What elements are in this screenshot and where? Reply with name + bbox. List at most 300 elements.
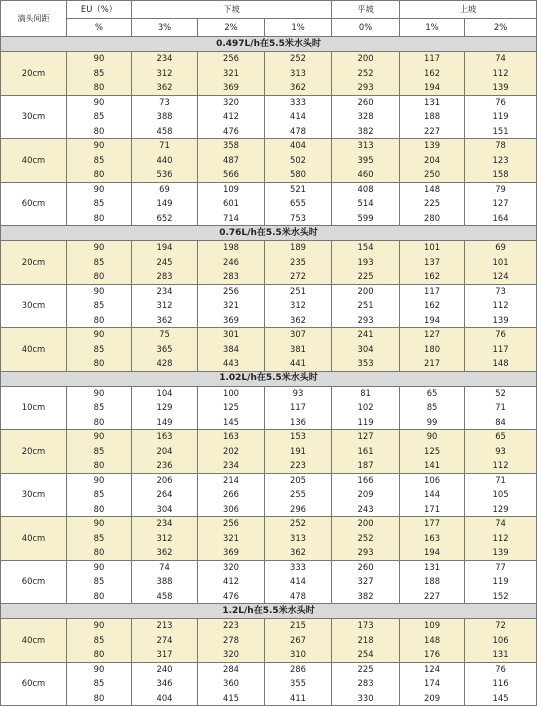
spacing-value-cell: 358 bbox=[198, 139, 265, 154]
table-row bbox=[1, 182, 537, 197]
spacing-value-cell: 119 bbox=[332, 415, 400, 430]
downhill-header: 下坡 bbox=[132, 1, 332, 19]
spacing-value-cell: 90 bbox=[400, 430, 465, 445]
spacing-value-cell: 124 bbox=[465, 270, 537, 285]
flow-section bbox=[1, 371, 537, 386]
table-row bbox=[1, 401, 537, 416]
spacing-value-cell: 280 bbox=[400, 211, 465, 226]
spacing-value-cell: 251 bbox=[265, 284, 332, 299]
spacing-label: 60cm bbox=[1, 560, 67, 604]
spacing-value-cell: 388 bbox=[132, 575, 198, 590]
spacing-value-cell: 93 bbox=[265, 386, 332, 401]
spacing-value-cell: 213 bbox=[132, 619, 198, 634]
spacing-value-cell: 75 bbox=[132, 328, 198, 343]
spacing-value-cell: 148 bbox=[400, 182, 465, 197]
slope-header: 3% bbox=[132, 19, 198, 37]
spacing-group bbox=[1, 517, 537, 561]
spacing-value-cell: 333 bbox=[265, 95, 332, 110]
spacing-value-cell: 204 bbox=[132, 444, 198, 459]
spacing-value-cell: 753 bbox=[265, 211, 332, 226]
table-row bbox=[1, 197, 537, 212]
spacing-value-cell: 125 bbox=[198, 401, 265, 416]
spacing-value-cell: 327 bbox=[332, 575, 400, 590]
eu-value: 80 bbox=[67, 415, 132, 430]
spacing-group bbox=[1, 182, 537, 226]
spacing-value-cell: 81 bbox=[332, 386, 400, 401]
spacing-value-cell: 236 bbox=[132, 459, 198, 474]
spacing-value-cell: 388 bbox=[132, 110, 198, 125]
eu-value: 80 bbox=[67, 270, 132, 285]
spacing-value-cell: 234 bbox=[198, 459, 265, 474]
spacing-group bbox=[1, 662, 537, 706]
spacing-label: 30cm bbox=[1, 95, 67, 139]
eu-value: 85 bbox=[67, 255, 132, 270]
spacing-value-cell: 251 bbox=[332, 299, 400, 314]
eu-value: 80 bbox=[67, 211, 132, 226]
spacing-value-cell: 69 bbox=[465, 241, 537, 256]
spacing-value-cell: 313 bbox=[265, 531, 332, 546]
spacing-value-cell: 476 bbox=[198, 124, 265, 139]
spacing-value-cell: 194 bbox=[400, 313, 465, 328]
spacing-value-cell: 117 bbox=[400, 52, 465, 67]
spacing-value-cell: 76 bbox=[465, 662, 537, 677]
spacing-value-cell: 214 bbox=[198, 473, 265, 488]
spacing-value-cell: 286 bbox=[265, 662, 332, 677]
spacing-value-cell: 119 bbox=[465, 110, 537, 125]
spacing-value-cell: 382 bbox=[332, 589, 400, 604]
spacing-value-cell: 105 bbox=[465, 488, 537, 503]
spacing-value-cell: 194 bbox=[132, 241, 198, 256]
spacing-value-cell: 204 bbox=[400, 153, 465, 168]
spacing-value-cell: 404 bbox=[132, 691, 198, 706]
spacing-value-cell: 255 bbox=[265, 488, 332, 503]
spacing-value-cell: 112 bbox=[465, 299, 537, 314]
spacing-value-cell: 313 bbox=[332, 139, 400, 154]
spacing-value-cell: 131 bbox=[400, 95, 465, 110]
eu-value: 90 bbox=[67, 241, 132, 256]
spacing-value-cell: 171 bbox=[400, 502, 465, 517]
eu-value: 85 bbox=[67, 66, 132, 81]
spacing-value-cell: 362 bbox=[132, 313, 198, 328]
spacing-value-cell: 202 bbox=[198, 444, 265, 459]
spacing-value-cell: 163 bbox=[400, 531, 465, 546]
spacing-group bbox=[1, 473, 537, 517]
spacing-value-cell: 234 bbox=[132, 284, 198, 299]
spacing-value-cell: 188 bbox=[400, 575, 465, 590]
spacing-value-cell: 301 bbox=[198, 328, 265, 343]
slope-header: 2% bbox=[198, 19, 265, 37]
section-title: 1.02L/h在5.5米水头时 bbox=[1, 371, 537, 386]
spacing-value-cell: 312 bbox=[265, 299, 332, 314]
spacing-value-cell: 478 bbox=[265, 124, 332, 139]
spacing-label: 40cm bbox=[1, 139, 67, 183]
spacing-value-cell: 234 bbox=[132, 517, 198, 532]
spacing-value-cell: 241 bbox=[332, 328, 400, 343]
spacing-value-cell: 411 bbox=[265, 691, 332, 706]
spacing-value-cell: 521 bbox=[265, 182, 332, 197]
spacing-value-cell: 252 bbox=[332, 531, 400, 546]
spacing-value-cell: 254 bbox=[332, 648, 400, 663]
spacing-value-cell: 187 bbox=[332, 459, 400, 474]
spacing-value-cell: 243 bbox=[332, 502, 400, 517]
spacing-value-cell: 225 bbox=[400, 197, 465, 212]
spacing-value-cell: 365 bbox=[132, 342, 198, 357]
spacing-value-cell: 223 bbox=[265, 459, 332, 474]
eu-unit-header: % bbox=[67, 19, 132, 37]
spacing-value-cell: 151 bbox=[465, 124, 537, 139]
spacing-value-cell: 274 bbox=[132, 633, 198, 648]
eu-value: 90 bbox=[67, 139, 132, 154]
spacing-value-cell: 458 bbox=[132, 124, 198, 139]
eu-value: 90 bbox=[67, 284, 132, 299]
spacing-value-cell: 205 bbox=[265, 473, 332, 488]
spacing-value-cell: 112 bbox=[465, 531, 537, 546]
spacing-value-cell: 139 bbox=[400, 139, 465, 154]
spacing-value-cell: 252 bbox=[265, 52, 332, 67]
table-row bbox=[1, 66, 537, 81]
spacing-value-cell: 137 bbox=[400, 255, 465, 270]
spacing-value-cell: 264 bbox=[132, 488, 198, 503]
slope-header: 1% bbox=[265, 19, 332, 37]
spacing-group bbox=[1, 95, 537, 139]
spacing-value-cell: 333 bbox=[265, 560, 332, 575]
spacing-value-cell: 412 bbox=[198, 110, 265, 125]
eu-value: 80 bbox=[67, 124, 132, 139]
spacing-value-cell: 440 bbox=[132, 153, 198, 168]
spacing-value-cell: 174 bbox=[400, 677, 465, 692]
spacing-group bbox=[1, 284, 537, 328]
table-row bbox=[1, 52, 537, 67]
flat-header: 平坡 bbox=[332, 1, 400, 19]
spacing-label: 20cm bbox=[1, 52, 67, 96]
spacing-value-cell: 127 bbox=[400, 328, 465, 343]
spacing-value-cell: 313 bbox=[265, 66, 332, 81]
spacing-value-cell: 177 bbox=[400, 517, 465, 532]
spacing-value-cell: 235 bbox=[265, 255, 332, 270]
spacing-value-cell: 71 bbox=[132, 139, 198, 154]
spacing-value-cell: 415 bbox=[198, 691, 265, 706]
spacing-value-cell: 346 bbox=[132, 677, 198, 692]
eu-value: 85 bbox=[67, 444, 132, 459]
table-row bbox=[1, 560, 537, 575]
spacing-value-cell: 296 bbox=[265, 502, 332, 517]
spacing-value-cell: 129 bbox=[465, 502, 537, 517]
spacing-value-cell: 139 bbox=[465, 546, 537, 561]
spacing-value-cell: 283 bbox=[198, 270, 265, 285]
eu-value: 85 bbox=[67, 401, 132, 416]
spacing-value-cell: 200 bbox=[332, 52, 400, 67]
table-row bbox=[1, 81, 537, 96]
flow-section bbox=[1, 37, 537, 52]
table-row bbox=[1, 110, 537, 125]
spacing-value-cell: 125 bbox=[400, 444, 465, 459]
spacing-value-cell: 601 bbox=[198, 197, 265, 212]
spacing-value-cell: 227 bbox=[400, 589, 465, 604]
spacing-value-cell: 194 bbox=[400, 81, 465, 96]
table-row bbox=[1, 546, 537, 561]
spacing-value-cell: 293 bbox=[332, 81, 400, 96]
eu-value: 90 bbox=[67, 386, 132, 401]
eu-value: 80 bbox=[67, 313, 132, 328]
table-row bbox=[1, 430, 537, 445]
spacing-value-cell: 307 bbox=[265, 328, 332, 343]
spacing-value-cell: 209 bbox=[400, 691, 465, 706]
spacing-group bbox=[1, 139, 537, 183]
spacing-value-cell: 154 bbox=[332, 241, 400, 256]
spacing-value-cell: 76 bbox=[465, 328, 537, 343]
spacing-value-cell: 283 bbox=[332, 677, 400, 692]
spacing-value-cell: 73 bbox=[465, 284, 537, 299]
spacing-value-cell: 161 bbox=[332, 444, 400, 459]
spacing-value-cell: 355 bbox=[265, 677, 332, 692]
spacing-value-cell: 144 bbox=[400, 488, 465, 503]
spacing-value-cell: 330 bbox=[332, 691, 400, 706]
spacing-value-cell: 162 bbox=[400, 66, 465, 81]
spacing-value-cell: 362 bbox=[265, 546, 332, 561]
eu-value: 85 bbox=[67, 110, 132, 125]
spacing-value-cell: 136 bbox=[265, 415, 332, 430]
spacing-value-cell: 106 bbox=[465, 633, 537, 648]
table-row bbox=[1, 241, 537, 256]
spacing-value-cell: 69 bbox=[132, 182, 198, 197]
table-row bbox=[1, 284, 537, 299]
spacing-value-cell: 117 bbox=[400, 284, 465, 299]
spacing-value-cell: 74 bbox=[132, 560, 198, 575]
spacing-value-cell: 414 bbox=[265, 110, 332, 125]
eu-value: 80 bbox=[67, 648, 132, 663]
spacing-value-cell: 131 bbox=[465, 648, 537, 663]
spacing-value-cell: 127 bbox=[465, 197, 537, 212]
table-row bbox=[1, 415, 537, 430]
spacing-label: 40cm bbox=[1, 619, 67, 663]
table-row bbox=[1, 255, 537, 270]
spacing-value-cell: 145 bbox=[465, 691, 537, 706]
table-row bbox=[1, 139, 537, 154]
spacing-value-cell: 478 bbox=[265, 589, 332, 604]
table-row bbox=[1, 531, 537, 546]
eu-value: 85 bbox=[67, 531, 132, 546]
spacing-value-cell: 245 bbox=[132, 255, 198, 270]
spacing-value-cell: 117 bbox=[465, 342, 537, 357]
table-row bbox=[1, 473, 537, 488]
spacing-value-cell: 382 bbox=[332, 124, 400, 139]
spacing-value-cell: 652 bbox=[132, 211, 198, 226]
spacing-value-cell: 369 bbox=[198, 81, 265, 96]
eu-value: 90 bbox=[67, 95, 132, 110]
slope-header: 0% bbox=[332, 19, 400, 37]
spacing-value-cell: 158 bbox=[465, 168, 537, 183]
spacing-value-cell: 153 bbox=[265, 430, 332, 445]
spacing-value-cell: 162 bbox=[400, 299, 465, 314]
slope-header: 2% bbox=[465, 19, 537, 37]
spacing-label: 60cm bbox=[1, 662, 67, 706]
spacing-value-cell: 109 bbox=[198, 182, 265, 197]
spacing-value-cell: 227 bbox=[400, 124, 465, 139]
spacing-value-cell: 428 bbox=[132, 357, 198, 372]
table-row bbox=[1, 95, 537, 110]
table-row bbox=[1, 517, 537, 532]
spacing-value-cell: 304 bbox=[132, 502, 198, 517]
eu-value: 90 bbox=[67, 662, 132, 677]
spacing-value-cell: 312 bbox=[132, 531, 198, 546]
spacing-value-cell: 414 bbox=[265, 575, 332, 590]
table-row bbox=[1, 619, 537, 634]
spacing-value-cell: 99 bbox=[400, 415, 465, 430]
table-row bbox=[1, 691, 537, 706]
spacing-value-cell: 304 bbox=[332, 342, 400, 357]
spacing-label: 20cm bbox=[1, 430, 67, 474]
spacing-value-cell: 163 bbox=[132, 430, 198, 445]
spacing-value-cell: 458 bbox=[132, 589, 198, 604]
spacing-value-cell: 112 bbox=[465, 459, 537, 474]
spacing-value-cell: 360 bbox=[198, 677, 265, 692]
spacing-value-cell: 188 bbox=[400, 110, 465, 125]
spacing-label: 40cm bbox=[1, 328, 67, 372]
spacing-value-cell: 234 bbox=[132, 52, 198, 67]
spacing-value-cell: 384 bbox=[198, 342, 265, 357]
spacing-value-cell: 395 bbox=[332, 153, 400, 168]
table-row bbox=[1, 677, 537, 692]
spacing-value-cell: 321 bbox=[198, 531, 265, 546]
spacing-value-cell: 127 bbox=[332, 430, 400, 445]
spacing-value-cell: 148 bbox=[465, 357, 537, 372]
eu-value: 90 bbox=[67, 517, 132, 532]
spacing-value-cell: 84 bbox=[465, 415, 537, 430]
spacing-value-cell: 404 bbox=[265, 139, 332, 154]
eu-value: 85 bbox=[67, 633, 132, 648]
spacing-value-cell: 317 bbox=[132, 648, 198, 663]
eu-value: 80 bbox=[67, 81, 132, 96]
spacing-value-cell: 256 bbox=[198, 52, 265, 67]
spacing-label: 20cm bbox=[1, 241, 67, 285]
table-row bbox=[1, 648, 537, 663]
spacing-value-cell: 139 bbox=[465, 81, 537, 96]
table-row bbox=[1, 575, 537, 590]
spacing-value-cell: 206 bbox=[132, 473, 198, 488]
table-row bbox=[1, 168, 537, 183]
spacing-value-cell: 369 bbox=[198, 313, 265, 328]
spacing-value-cell: 408 bbox=[332, 182, 400, 197]
spacing-value-cell: 163 bbox=[198, 430, 265, 445]
table-row bbox=[1, 153, 537, 168]
eu-value: 80 bbox=[67, 357, 132, 372]
spacing-value-cell: 252 bbox=[265, 517, 332, 532]
spacing-value-cell: 256 bbox=[198, 284, 265, 299]
flow-section bbox=[1, 604, 537, 619]
spacing-value-cell: 362 bbox=[265, 81, 332, 96]
spacing-value-cell: 189 bbox=[265, 241, 332, 256]
table-row bbox=[1, 633, 537, 648]
spacing-value-cell: 267 bbox=[265, 633, 332, 648]
spacing-value-cell: 106 bbox=[400, 473, 465, 488]
spacing-value-cell: 65 bbox=[465, 430, 537, 445]
spacing-value-cell: 112 bbox=[465, 66, 537, 81]
spacing-value-cell: 312 bbox=[132, 299, 198, 314]
spacing-label: 30cm bbox=[1, 284, 67, 328]
spacing-value-cell: 362 bbox=[132, 81, 198, 96]
spacing-value-cell: 266 bbox=[198, 488, 265, 503]
spacing-value-cell: 166 bbox=[332, 473, 400, 488]
table-row bbox=[1, 357, 537, 372]
spacing-value-cell: 164 bbox=[465, 211, 537, 226]
spacing-value-cell: 119 bbox=[465, 575, 537, 590]
eu-value: 80 bbox=[67, 459, 132, 474]
spacing-value-cell: 293 bbox=[332, 313, 400, 328]
spacing-value-cell: 278 bbox=[198, 633, 265, 648]
table-row bbox=[1, 299, 537, 314]
spacing-value-cell: 566 bbox=[198, 168, 265, 183]
spacing-value-cell: 52 bbox=[465, 386, 537, 401]
spacing-group bbox=[1, 619, 537, 663]
spacing-value-cell: 320 bbox=[198, 560, 265, 575]
eu-value: 90 bbox=[67, 52, 132, 67]
spacing-value-cell: 240 bbox=[132, 662, 198, 677]
spacing-value-cell: 139 bbox=[465, 313, 537, 328]
spacing-value-cell: 100 bbox=[198, 386, 265, 401]
spacing-value-cell: 284 bbox=[198, 662, 265, 677]
eu-value: 85 bbox=[67, 488, 132, 503]
table-row bbox=[1, 270, 537, 285]
eu-value: 90 bbox=[67, 560, 132, 575]
table-row bbox=[1, 124, 537, 139]
spacing-value-cell: 310 bbox=[265, 648, 332, 663]
eu-value: 90 bbox=[67, 328, 132, 343]
spacing-header: 滴头间距 bbox=[1, 1, 67, 37]
spacing-value-cell: 74 bbox=[465, 517, 537, 532]
spacing-value-cell: 101 bbox=[465, 255, 537, 270]
spacing-label: 40cm bbox=[1, 517, 67, 561]
spacing-value-cell: 362 bbox=[132, 546, 198, 561]
flow-section bbox=[1, 226, 537, 241]
spacing-value-cell: 162 bbox=[400, 270, 465, 285]
table-row bbox=[1, 589, 537, 604]
spacing-value-cell: 109 bbox=[400, 619, 465, 634]
spacing-value-cell: 260 bbox=[332, 560, 400, 575]
slope-header: 1% bbox=[400, 19, 465, 37]
spacing-value-cell: 502 bbox=[265, 153, 332, 168]
spacing-value-cell: 71 bbox=[465, 473, 537, 488]
spacing-value-cell: 193 bbox=[332, 255, 400, 270]
spacing-value-cell: 124 bbox=[400, 662, 465, 677]
spacing-value-cell: 225 bbox=[332, 270, 400, 285]
spacing-value-cell: 312 bbox=[132, 66, 198, 81]
section-title: 0.497L/h在5.5米水头时 bbox=[1, 37, 537, 52]
spacing-value-cell: 148 bbox=[400, 633, 465, 648]
spacing-value-cell: 123 bbox=[465, 153, 537, 168]
section-title: 1.2L/h在5.5米水头时 bbox=[1, 604, 537, 619]
spacing-value-cell: 198 bbox=[198, 241, 265, 256]
spacing-group bbox=[1, 560, 537, 604]
spacing-value-cell: 72 bbox=[465, 619, 537, 634]
spacing-value-cell: 73 bbox=[132, 95, 198, 110]
spacing-value-cell: 223 bbox=[198, 619, 265, 634]
spacing-value-cell: 141 bbox=[400, 459, 465, 474]
spacing-value-cell: 85 bbox=[400, 401, 465, 416]
spacing-value-cell: 74 bbox=[465, 52, 537, 67]
eu-value: 80 bbox=[67, 502, 132, 517]
spacing-value-cell: 93 bbox=[465, 444, 537, 459]
eu-value: 85 bbox=[67, 677, 132, 692]
spacing-value-cell: 536 bbox=[132, 168, 198, 183]
eu-value: 85 bbox=[67, 299, 132, 314]
spacing-value-cell: 476 bbox=[198, 589, 265, 604]
spacing-value-cell: 102 bbox=[332, 401, 400, 416]
spacing-group bbox=[1, 328, 537, 372]
table-row bbox=[1, 386, 537, 401]
spacing-value-cell: 76 bbox=[465, 95, 537, 110]
spacing-value-cell: 714 bbox=[198, 211, 265, 226]
spacing-value-cell: 191 bbox=[265, 444, 332, 459]
